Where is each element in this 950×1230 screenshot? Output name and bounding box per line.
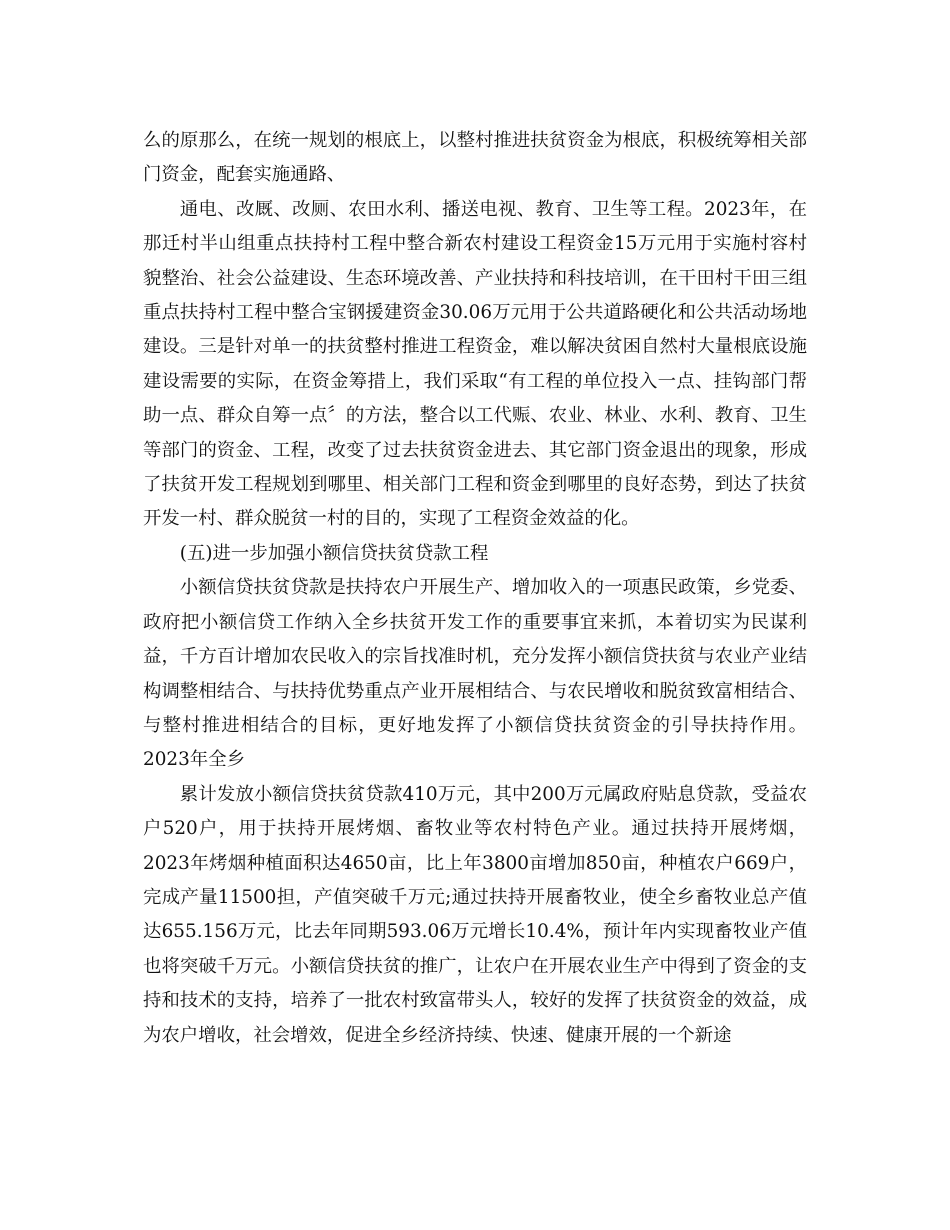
paragraph-continuation: 么的原那么，在统一规划的根底上，以整村推进扶贫资金为根底，积极统筹相关部门资金，配套实施通路、 [143, 130, 807, 186]
paragraph-microcredit-policy: 小额信贷扶贫贷款是扶持农户开展生产、增加收入的一项惠民政策，乡党委、政府把小额信贷工作纳入全乡扶贫开发工作的重要事宜来抓，本着切实为民谋利益，千方百计增加农民收入的宗旨找准时机，充分发挥小额信贷扶贫与农业产业结构调整相结合、与扶持优势重点产业开展相结合、与农民增收和脱贫致富相结合、与整村推进相结合的目标，更好地发挥了小额信贷扶贫资金的引导扶持作用。2023年全乡 [143, 577, 807, 771]
paragraph-microcredit-results: 累计发放小额信贷扶贫贷款410万元，其中200万元属政府贴息贷款，受益农户520户，用于扶持开展烤烟、畜牧业等农村特色产业。通过扶持开展烤烟，2023年烤烟种植面积达4650亩，比上年3800亩增加850亩，种植农户669户，完成产量11500担，产值突破千万元;通过扶持开展畜牧业，使全乡畜牧业总产值达655.156万元，比去年同期593.06万元增长10.4%，预计年内实现畜牧业产值也将突破千万元。小额信贷扶贫的推广，让农户在开展农业生产中得到了资金的支持和技术的支持，培养了一批农村致富带头人，较好的发挥了扶贫资金的效益，成为农户增收，社会增效，促进全乡经济持续、快速、健康开展的一个新途 [143, 783, 807, 1046]
paragraph-resource-integration: 通电、改厩、改厕、农田水利、播送电视、教育、卫生等工程。2023年，在那迁村半山组重点扶持村工程中整合新农村建设工程资金15万元用于实施村容村貌整治、社会公益建设、生态环境改善、产业扶持和科技培训，在干田村干田三组重点扶持村工程中整合宝钢援建资金30.06万元用于公共道路硬化和公共活动场地建设。三是针对单一的扶贫整村推进工程资金，难以解决贫困自然村大量根底设施建设需要的实际，在资金筹措上，我们采取“有工程的单位投入一点、挂钩部门帮助一点、群众自筹一点〞的方法，整合以工代赈、农业、林业、水利、教育、卫生等部门的资金、工程，改变了过去扶贫资金进去、其它部门资金退出的现象，形成了扶贫开发工程规划到哪里、相关部门工程和资金到哪里的良好态势，到达了扶贫开发一村、群众脱贫一村的目的，实现了工程资金效益的化。 [143, 198, 807, 530]
document-body [143, 124, 807, 1053]
section-heading-microcredit: (五)进一步加强小额信贷扶贫贷款工程 [179, 542, 489, 564]
